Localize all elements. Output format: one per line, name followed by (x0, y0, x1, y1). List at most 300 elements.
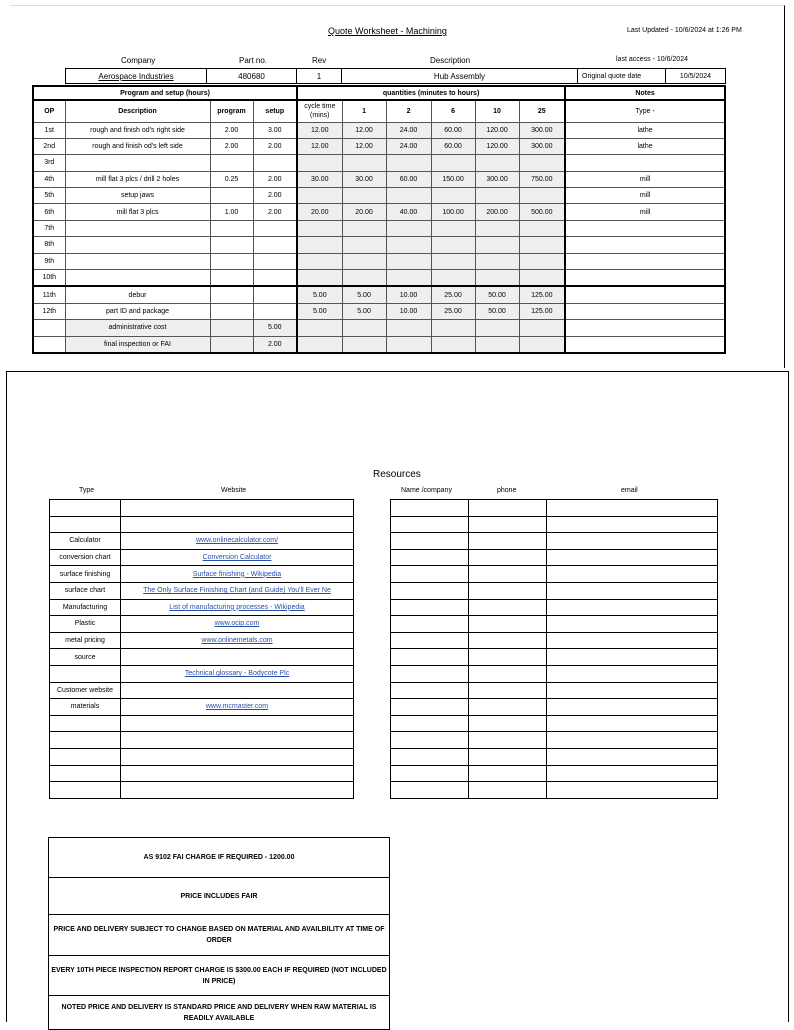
op-cell[interactable]: 12th (33, 303, 65, 319)
resource-row (50, 632, 354, 649)
description-value[interactable]: Hub Assembly (342, 69, 578, 84)
resource-row (50, 782, 354, 799)
qty-2-cell[interactable] (386, 320, 431, 336)
qty-1-cell[interactable] (342, 320, 386, 336)
contact-email-cell[interactable] (547, 732, 718, 749)
resource-row (50, 765, 354, 782)
qty-1-cell[interactable] (342, 253, 386, 269)
contact-email-cell[interactable] (547, 616, 718, 633)
resource-type (50, 516, 121, 533)
qty-1-cell[interactable]: 12.00 (342, 122, 386, 138)
contact-name-cell[interactable] (391, 649, 469, 666)
qty-25-cell[interactable] (519, 253, 565, 269)
contact-row (391, 765, 718, 782)
qty-2-cell[interactable]: 24.00 (386, 138, 431, 154)
contact-phone-cell[interactable] (469, 549, 547, 566)
resource-row (50, 500, 354, 517)
resource-row (50, 616, 354, 633)
setup-cell[interactable] (253, 253, 297, 269)
resource-website (121, 748, 354, 765)
qty-6-cell[interactable] (431, 320, 475, 336)
setup-cell[interactable] (253, 286, 297, 303)
program-cell[interactable] (210, 270, 253, 287)
contact-email-cell[interactable] (547, 665, 718, 682)
resource-link[interactable]: www.mcmaster.com (205, 703, 269, 711)
contact-email-cell[interactable] (547, 516, 718, 533)
resource-website (121, 500, 354, 517)
qty-2-cell[interactable] (386, 155, 431, 171)
setup-cell[interactable] (253, 303, 297, 319)
qty-2-cell[interactable]: 10.00 (386, 286, 431, 303)
quote-note: AS 9102 FAI CHARGE IF REQUIRED - 1200.00 (49, 838, 390, 878)
resource-type (50, 765, 121, 782)
type-cell[interactable] (565, 270, 725, 287)
contact-phone-cell[interactable] (469, 748, 547, 765)
resource-website (121, 782, 354, 799)
qty-2-cell[interactable] (386, 253, 431, 269)
resource-website (121, 582, 354, 599)
contact-name-cell[interactable] (391, 765, 469, 782)
type-col-header: Type (79, 487, 95, 494)
description-cell[interactable]: mill flat 3 plcs (65, 204, 210, 220)
op-cell[interactable]: 2nd (33, 138, 65, 154)
resource-row (50, 582, 354, 599)
contact-name-cell[interactable] (391, 682, 469, 699)
qty-6-cell[interactable]: 100.00 (431, 204, 475, 220)
setup-cell[interactable] (253, 270, 297, 287)
qty-2-cell[interactable]: 24.00 (386, 122, 431, 138)
contact-email-cell[interactable] (547, 699, 718, 716)
cycle-time-cell[interactable]: 12.00 (297, 138, 342, 154)
contact-email-cell[interactable] (547, 765, 718, 782)
resource-website (121, 682, 354, 699)
type-cell[interactable] (565, 253, 725, 269)
setup-cell[interactable] (253, 155, 297, 171)
contact-email-cell[interactable] (547, 549, 718, 566)
resource-row (50, 699, 354, 716)
type-cell[interactable] (565, 237, 725, 253)
op-cell[interactable] (33, 336, 65, 353)
op-cell[interactable]: 11th (33, 286, 65, 303)
type-cell[interactable]: mill (565, 188, 725, 204)
contact-name-cell[interactable] (391, 699, 469, 716)
contact-name-cell[interactable] (391, 632, 469, 649)
cycle-time-cell[interactable] (297, 270, 342, 287)
op-cell[interactable]: 5th (33, 188, 65, 204)
qty-6-cell[interactable]: 150.00 (431, 171, 475, 187)
qty-1-cell[interactable]: 12.00 (342, 138, 386, 154)
setup-col-header: setup (253, 100, 297, 122)
contact-phone-cell[interactable] (469, 533, 547, 550)
description-cell[interactable]: rough and finish od's right side (65, 122, 210, 138)
type-cell[interactable]: lathe (565, 138, 725, 154)
contact-name-cell[interactable] (391, 500, 469, 517)
contact-email-cell[interactable] (547, 649, 718, 666)
qty-2-cell[interactable] (386, 220, 431, 236)
program-cell[interactable]: 1.00 (210, 204, 253, 220)
contact-phone-cell[interactable] (469, 566, 547, 583)
qty-25-cell[interactable]: 125.00 (519, 286, 565, 303)
rev-header: Rev (312, 56, 327, 65)
setup-cell[interactable] (253, 237, 297, 253)
qty-1-cell[interactable] (342, 220, 386, 236)
contact-phone-cell[interactable] (469, 649, 547, 666)
operation-row (33, 220, 725, 236)
contact-row (391, 649, 718, 666)
contact-phone-cell[interactable] (469, 715, 547, 732)
resource-type (50, 732, 121, 749)
qty-25-cell[interactable] (519, 155, 565, 171)
description-cell[interactable] (65, 220, 210, 236)
program-cell[interactable] (210, 188, 253, 204)
contact-phone-cell[interactable] (469, 500, 547, 517)
qty-6-cell[interactable]: 25.00 (431, 303, 475, 319)
contact-row (391, 582, 718, 599)
description-cell[interactable]: setup jaws (65, 188, 210, 204)
resource-type: surface chart (50, 582, 121, 599)
resource-row (50, 732, 354, 749)
description-cell[interactable] (65, 237, 210, 253)
contact-row (391, 500, 718, 517)
contact-email-cell[interactable] (547, 715, 718, 732)
qty-10-cell[interactable] (475, 336, 519, 353)
resource-link[interactable]: The Only Surface Finishing Chart (and Guide) You'll Ever Ne (143, 587, 331, 595)
resource-link[interactable]: www.onlinemetals.com (201, 637, 273, 645)
operation-row (33, 138, 725, 154)
qty-2-cell[interactable] (386, 336, 431, 353)
resource-type: surface finishing (50, 566, 121, 583)
qty-10-cell[interactable] (475, 155, 519, 171)
qty-10-cell[interactable]: 200.00 (475, 204, 519, 220)
contact-email-cell[interactable] (547, 582, 718, 599)
op-col-header: OP (33, 100, 65, 122)
contact-email-cell[interactable] (547, 632, 718, 649)
program-cell[interactable] (210, 155, 253, 171)
contact-email-cell[interactable] (547, 500, 718, 517)
program-cell[interactable]: 0.25 (210, 171, 253, 187)
qty-6-cell[interactable] (431, 253, 475, 269)
qty-25-col-header: 25 (519, 100, 565, 122)
original-quote-date[interactable]: 10/5/2024 (666, 69, 726, 84)
contact-row (391, 599, 718, 616)
qty-1-cell[interactable]: 30.00 (342, 171, 386, 187)
contact-name-cell[interactable] (391, 748, 469, 765)
qty-6-cell[interactable]: 60.00 (431, 138, 475, 154)
contact-name-cell[interactable] (391, 549, 469, 566)
type-cell[interactable] (565, 220, 725, 236)
contact-phone-cell[interactable] (469, 782, 547, 799)
qty-2-cell[interactable] (386, 237, 431, 253)
qty-1-cell[interactable] (342, 155, 386, 171)
resource-type: Plastic (50, 616, 121, 633)
op-cell[interactable]: 4th (33, 171, 65, 187)
qty-1-cell[interactable] (342, 188, 386, 204)
qty-2-cell[interactable]: 40.00 (386, 204, 431, 220)
qty-10-cell[interactable] (475, 253, 519, 269)
resource-website (121, 715, 354, 732)
qty-25-cell[interactable]: 125.00 (519, 303, 565, 319)
qty-2-cell[interactable]: 60.00 (386, 171, 431, 187)
description-cell[interactable]: debur (65, 286, 210, 303)
part-no-value[interactable]: 480680 (207, 69, 297, 84)
contact-name-cell[interactable] (391, 533, 469, 550)
contact-row (391, 715, 718, 732)
program-col-header: program (210, 100, 253, 122)
contact-name-cell[interactable] (391, 582, 469, 599)
cycle-time-cell[interactable] (297, 155, 342, 171)
op-cell[interactable] (33, 320, 65, 336)
operation-row (33, 270, 725, 287)
qty-10-cell[interactable]: 50.00 (475, 286, 519, 303)
email-col-header: email (621, 487, 638, 494)
description-cell[interactable]: part ID and package (65, 303, 210, 319)
qty-6-cell[interactable] (431, 270, 475, 287)
program-cell[interactable] (210, 336, 253, 353)
type-cell[interactable] (565, 336, 725, 353)
qty-25-cell[interactable] (519, 270, 565, 287)
resource-link[interactable]: www.ocip.com (214, 620, 260, 628)
qty-1-cell[interactable] (342, 270, 386, 287)
contact-row (391, 782, 718, 799)
cycle-time-cell[interactable] (297, 237, 342, 253)
program-cell[interactable]: 2.00 (210, 138, 253, 154)
qty-6-cell[interactable] (431, 336, 475, 353)
qty-2-cell[interactable] (386, 188, 431, 204)
setup-cell[interactable]: 2.00 (253, 138, 297, 154)
resource-type (50, 500, 121, 517)
contact-name-cell[interactable] (391, 599, 469, 616)
quote-worksheet-sheet (10, 5, 785, 368)
operation-row (33, 155, 725, 171)
contact-phone-cell[interactable] (469, 632, 547, 649)
qty-25-cell[interactable]: 500.00 (519, 204, 565, 220)
setup-cell[interactable]: 2.00 (253, 336, 297, 353)
op-cell[interactable]: 7th (33, 220, 65, 236)
contact-phone-cell[interactable] (469, 616, 547, 633)
type-cell[interactable]: mill (565, 171, 725, 187)
qty-25-cell[interactable] (519, 237, 565, 253)
contact-row (391, 533, 718, 550)
type-cell[interactable]: mill (565, 204, 725, 220)
type-cell[interactable] (565, 286, 725, 303)
website-col-header: Website (221, 487, 247, 494)
setup-cell[interactable]: 2.00 (253, 171, 297, 187)
contact-name-cell[interactable] (391, 715, 469, 732)
type-cell[interactable] (565, 303, 725, 319)
qty-1-cell[interactable] (342, 336, 386, 353)
qty-1-cell[interactable]: 5.00 (342, 303, 386, 319)
contact-phone-cell[interactable] (469, 699, 547, 716)
contact-email-cell[interactable] (547, 782, 718, 799)
qty-6-cell[interactable] (431, 188, 475, 204)
resource-type (50, 782, 121, 799)
resource-website (121, 549, 354, 566)
type-cell[interactable] (565, 155, 725, 171)
qty-10-cell[interactable]: 50.00 (475, 303, 519, 319)
contact-row (391, 682, 718, 699)
qty-10-cell[interactable] (475, 320, 519, 336)
setup-cell[interactable]: 3.00 (253, 122, 297, 138)
contact-phone-cell[interactable] (469, 682, 547, 699)
type-cell[interactable] (565, 320, 725, 336)
qty-10-cell[interactable]: 120.00 (475, 122, 519, 138)
operation-row (33, 336, 725, 353)
contact-phone-cell[interactable] (469, 765, 547, 782)
qty-6-cell[interactable]: 25.00 (431, 286, 475, 303)
qty-2-cell[interactable]: 10.00 (386, 303, 431, 319)
resource-row (50, 682, 354, 699)
qty-2-cell[interactable] (386, 270, 431, 287)
program-cell[interactable] (210, 303, 253, 319)
resource-type (50, 665, 121, 682)
qty-25-cell[interactable]: 300.00 (519, 122, 565, 138)
program-cell[interactable] (210, 320, 253, 336)
description-cell[interactable]: administrative cost (65, 320, 210, 336)
program-cell[interactable]: 2.00 (210, 122, 253, 138)
qty-10-cell[interactable] (475, 270, 519, 287)
resource-type (50, 748, 121, 765)
contact-email-cell[interactable] (547, 599, 718, 616)
type-cell[interactable]: lathe (565, 122, 725, 138)
resource-link[interactable]: Surface finishing - Wikipedia (192, 570, 282, 578)
qty-1-cell[interactable]: 20.00 (342, 204, 386, 220)
description-col-header: Description (65, 100, 210, 122)
qty-6-cell[interactable] (431, 155, 475, 171)
op-cell[interactable]: 3rd (33, 155, 65, 171)
contact-phone-cell[interactable] (469, 732, 547, 749)
company-value[interactable]: Aerospace Industries (66, 69, 207, 84)
qty-10-cell[interactable] (475, 188, 519, 204)
program-cell[interactable] (210, 237, 253, 253)
description-cell[interactable] (65, 253, 210, 269)
description-cell[interactable] (65, 270, 210, 287)
contact-name-cell[interactable] (391, 732, 469, 749)
resource-type: materials (50, 699, 121, 716)
contact-name-cell[interactable] (391, 782, 469, 799)
description-cell[interactable]: final inspection or FAI (65, 336, 210, 353)
contacts-table (390, 499, 718, 799)
qty-25-cell[interactable]: 750.00 (519, 171, 565, 187)
qty-25-cell[interactable]: 300.00 (519, 138, 565, 154)
qty-6-cell[interactable]: 60.00 (431, 122, 475, 138)
qty-10-cell[interactable] (475, 237, 519, 253)
contact-phone-cell[interactable] (469, 599, 547, 616)
contact-phone-cell[interactable] (469, 516, 547, 533)
op-cell[interactable]: 10th (33, 270, 65, 287)
qty-10-cell[interactable] (475, 220, 519, 236)
contact-phone-cell[interactable] (469, 665, 547, 682)
contact-row (391, 516, 718, 533)
program-cell[interactable] (210, 286, 253, 303)
last-access: last access - 10/6/2024 (616, 56, 688, 63)
rev-value[interactable]: 1 (297, 69, 342, 84)
cycle-time-cell[interactable]: 5.00 (297, 303, 342, 319)
qty-1-cell[interactable] (342, 237, 386, 253)
qty-1-cell[interactable]: 5.00 (342, 286, 386, 303)
program-cell[interactable] (210, 253, 253, 269)
cycle-time-col-header: cycle time (mins) (297, 100, 342, 122)
last-updated: Last Updated - 10/6/2024 at 1:26 PM (627, 27, 742, 34)
contact-row (391, 566, 718, 583)
contact-row (391, 699, 718, 716)
resource-type: metal pricing (50, 632, 121, 649)
setup-cell[interactable]: 2.00 (253, 204, 297, 220)
operation-row (33, 253, 725, 269)
contact-email-cell[interactable] (547, 682, 718, 699)
resource-type: source (50, 649, 121, 666)
operation-row (33, 237, 725, 253)
op-cell[interactable]: 8th (33, 237, 65, 253)
cycle-time-cell[interactable]: 20.00 (297, 204, 342, 220)
resource-link[interactable]: Conversion Calculator (202, 554, 272, 562)
original-quote-table (577, 68, 726, 84)
resource-row (50, 748, 354, 765)
cycle-time-cell[interactable]: 12.00 (297, 122, 342, 138)
qty-25-cell[interactable] (519, 220, 565, 236)
resource-website (121, 616, 354, 633)
resource-link[interactable]: www.onlinecalculator.com/ (195, 537, 279, 545)
qty-10-cell[interactable]: 120.00 (475, 138, 519, 154)
resources-title: Resources (373, 469, 421, 480)
cycle-time-cell[interactable] (297, 320, 342, 336)
qty-6-cell[interactable] (431, 220, 475, 236)
setup-cell[interactable]: 2.00 (253, 188, 297, 204)
contact-name-cell[interactable] (391, 566, 469, 583)
cycle-time-cell[interactable] (297, 220, 342, 236)
worksheet-title: Quote Worksheet - Machining (328, 26, 447, 36)
cycle-time-cell[interactable] (297, 336, 342, 353)
qty-25-cell[interactable] (519, 336, 565, 353)
qty-1-col-header: 1 (342, 100, 386, 122)
contact-row (391, 665, 718, 682)
resource-website (121, 732, 354, 749)
description-cell[interactable]: mill flat 3 plcs / drill 2 holes (65, 171, 210, 187)
op-cell[interactable]: 1st (33, 122, 65, 138)
contact-email-cell[interactable] (547, 748, 718, 765)
resource-link[interactable]: List of manufacturing processes - Wikipedia (169, 603, 305, 611)
contact-phone-cell[interactable] (469, 582, 547, 599)
cycle-time-cell[interactable]: 30.00 (297, 171, 342, 187)
quote-note: EVERY 10TH PIECE INSPECTION REPORT CHARGE IS $300.00 EACH IF REQUIRED (NOT INCLUDED IN PRICE) (49, 956, 390, 996)
resource-link[interactable]: Technical glossary - Bodycote Plc (184, 670, 290, 678)
description-cell[interactable]: rough and finish od's left side (65, 138, 210, 154)
cycle-time-cell[interactable] (297, 188, 342, 204)
qty-25-cell[interactable] (519, 188, 565, 204)
resource-type: Manufacturing (50, 599, 121, 616)
contact-name-cell[interactable] (391, 616, 469, 633)
qty-10-cell[interactable]: 300.00 (475, 171, 519, 187)
contact-email-cell[interactable] (547, 533, 718, 550)
qty-6-cell[interactable] (431, 237, 475, 253)
program-cell[interactable] (210, 220, 253, 236)
op-cell[interactable]: 9th (33, 253, 65, 269)
op-cell[interactable]: 6th (33, 204, 65, 220)
description-cell[interactable] (65, 155, 210, 171)
setup-cell[interactable] (253, 220, 297, 236)
contact-name-cell[interactable] (391, 516, 469, 533)
contact-name-cell[interactable] (391, 665, 469, 682)
cycle-time-cell[interactable]: 5.00 (297, 286, 342, 303)
qty-25-cell[interactable] (519, 320, 565, 336)
cycle-time-cell[interactable] (297, 253, 342, 269)
resource-website (121, 533, 354, 550)
resource-row (50, 599, 354, 616)
contact-email-cell[interactable] (547, 566, 718, 583)
company-header: Company (121, 56, 156, 65)
contact-row (391, 748, 718, 765)
setup-cell[interactable]: 5.00 (253, 320, 297, 336)
part-no-header: Part no. (239, 56, 268, 65)
